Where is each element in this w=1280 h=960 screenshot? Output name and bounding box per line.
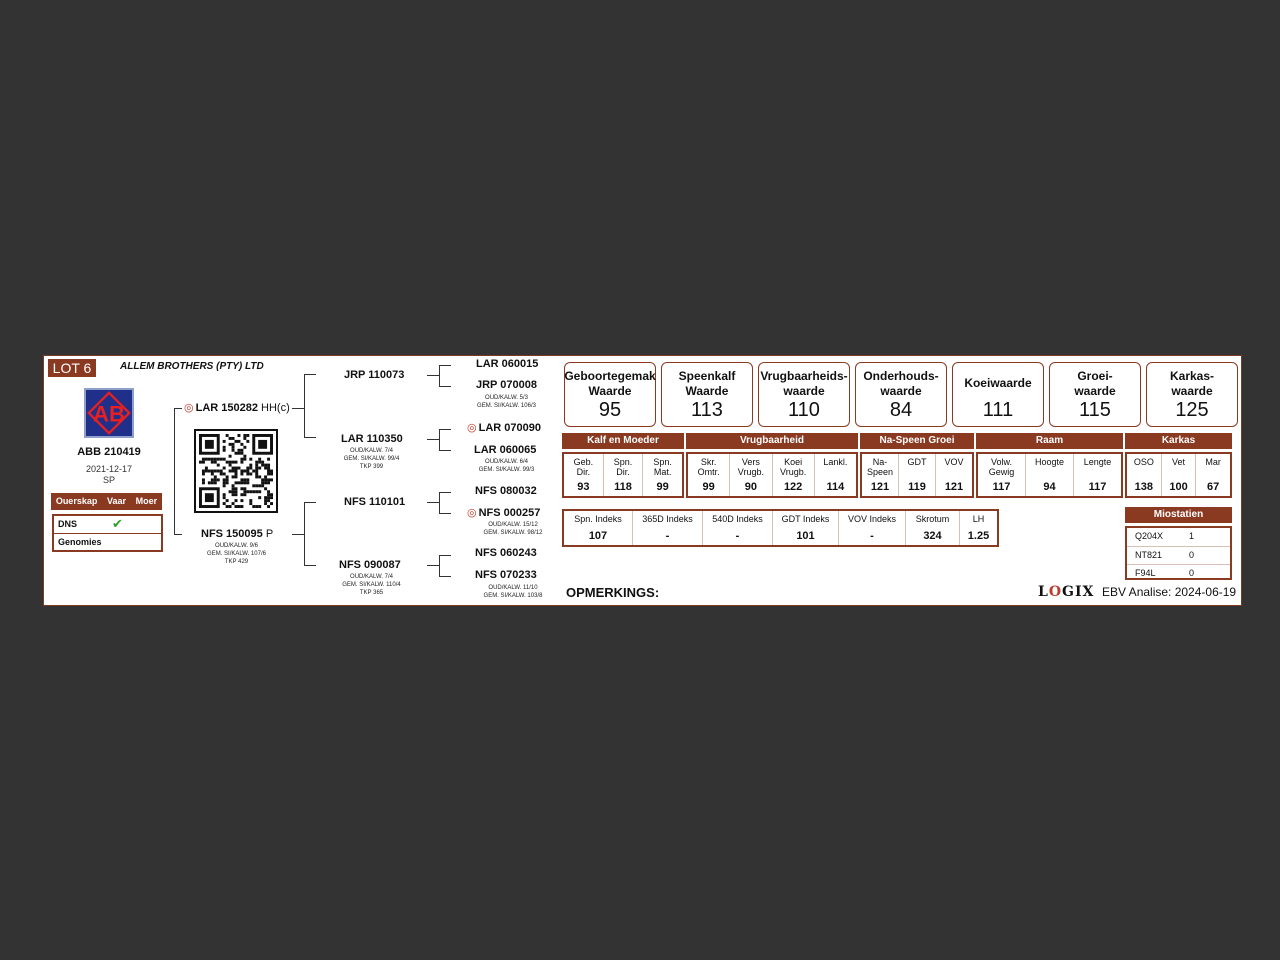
granddam-paternal-info xyxy=(324,447,419,471)
ebv-cell: Koei Vrugb. 122 xyxy=(772,454,814,496)
great-grandparent-8-info xyxy=(464,584,562,600)
ebv-box-title: Groei- xyxy=(1077,368,1113,383)
ownership-header-parentage: Ouerskap xyxy=(55,496,98,506)
section-frame: Raam xyxy=(976,433,1123,449)
info-line: GEM. SI/KALW. 103/8 xyxy=(483,593,543,599)
grandsire-paternal: JRP 110073 xyxy=(344,369,405,381)
ebv-cell: OSO 138 xyxy=(1133,457,1154,493)
miostatien-row: NT821 0 xyxy=(1127,546,1230,564)
breeder-name: ALLEM BROTHERS (PTY) LTD xyxy=(120,361,264,372)
info-line: OUD/KALW. 15/12 xyxy=(488,522,538,528)
granddam-maternal-info xyxy=(324,573,419,597)
great-grandparent-3-id: LAR 070090 xyxy=(478,422,541,434)
lot-badge: LOT 6 xyxy=(48,359,96,377)
ebv-box-value: 125 xyxy=(1175,399,1209,421)
dam-id: NFS 150095 xyxy=(201,528,263,540)
grid-carcass xyxy=(1125,452,1232,498)
great-grandparent-3 xyxy=(467,421,541,434)
ebv-box-value: 110 xyxy=(788,399,820,421)
ownership-row-dns xyxy=(54,516,161,533)
dam-info-line: GEM. SI/KALW. 107/6 xyxy=(207,551,266,557)
section-post-wean: Na-Speen Groei xyxy=(860,433,974,449)
info-line: OUD/KALW. 7/4 xyxy=(350,574,393,580)
check-icon: ✔ xyxy=(112,516,123,531)
grid-fertility xyxy=(686,452,858,498)
info-line: OUD/KALW. 6/4 xyxy=(485,459,528,465)
dam-info-line: OUD/KALW. 9/6 xyxy=(215,543,258,549)
ownership-row-genomics xyxy=(54,533,161,550)
grid-frame xyxy=(976,452,1123,498)
ebv-box-title: waarde xyxy=(1171,383,1213,398)
granddam-maternal: NFS 090087 xyxy=(339,559,401,571)
ebv-box-title: Waarde xyxy=(685,383,729,398)
index-cell: GDT Indeks 101 xyxy=(772,511,838,545)
animal-id: ABB 210419 xyxy=(77,446,141,458)
ebv-box-cow xyxy=(952,362,1044,427)
target-marker-icon: ◎ xyxy=(184,402,194,414)
section-calf-dam: Kalf en Moeder xyxy=(562,433,684,449)
great-grandparent-4-info xyxy=(464,458,549,474)
ebv-cell: Vers Vrugb. 90 xyxy=(729,454,771,496)
great-grandparent-6-info xyxy=(464,521,562,537)
great-grandparent-5: NFS 080032 xyxy=(475,485,537,497)
ebv-cell: Geb. Dir. 93 xyxy=(573,457,594,493)
index-cell: Skrotum 324 xyxy=(905,511,959,545)
ebv-box-value: 95 xyxy=(598,399,622,421)
ebv-box-weaner xyxy=(661,362,753,427)
ebv-box-title: waarde xyxy=(1074,383,1116,398)
ebv-box-maintenance xyxy=(855,362,947,427)
great-grandparent-6-id: NFS 000257 xyxy=(478,507,541,519)
ebv-cell: Spn. Mat. 99 xyxy=(642,454,682,496)
section-carcass: Karkas xyxy=(1125,433,1232,449)
ebv-box-title: Vrugbaarheids- xyxy=(760,368,848,383)
ebv-box-value: 115 xyxy=(1079,399,1111,421)
granddam-paternal: LAR 110350 xyxy=(341,433,403,445)
qr-code xyxy=(194,429,278,513)
great-grandparent-8: NFS 070233 xyxy=(475,569,537,581)
ownership-row-label: DNS xyxy=(58,519,78,529)
ebv-cell: Lengte 117 xyxy=(1073,454,1121,496)
dam-info-line: TKP 429 xyxy=(224,559,249,565)
ebv-box-fertility xyxy=(758,362,850,427)
info-line: GEM. SI/KALW. 110/4 xyxy=(342,582,401,588)
info-line: GEM. SI/KALW. 106/3 xyxy=(477,403,536,409)
info-line: OUD/KALW. 5/3 xyxy=(485,395,528,401)
logo-letters: AB xyxy=(93,401,125,427)
logix-logo: LOGIX xyxy=(1038,584,1095,600)
ebv-cell: GDT 119 xyxy=(898,454,935,496)
grandsire-maternal: NFS 110101 xyxy=(344,496,406,508)
info-line: GEM. SI/KALW. 99/3 xyxy=(478,467,535,473)
remarks-label: OPMERKINGS: xyxy=(566,585,660,600)
ebv-box-title: waarde xyxy=(783,383,825,398)
index-cell: 540D Indeks - xyxy=(702,511,772,545)
animal-type: SP xyxy=(102,475,115,485)
index-table xyxy=(562,509,999,547)
great-grandparent-2-info xyxy=(464,394,549,410)
ebv-box-title: Speenkalf xyxy=(678,368,736,383)
miostatien-table xyxy=(1125,526,1232,580)
ebv-box-title: Karkas- xyxy=(1169,368,1215,383)
sire-suffix: HH(c) xyxy=(261,402,290,414)
ebv-cell: Volw. Gewig 117 xyxy=(988,457,1015,493)
ownership-table xyxy=(52,514,163,552)
ebv-cell: Mar 67 xyxy=(1195,454,1230,496)
info-line: TKP 365 xyxy=(359,590,384,596)
miostatien-row: F94L 0 xyxy=(1127,564,1230,582)
qr-code-icon xyxy=(199,434,273,508)
great-grandparent-7: NFS 060243 xyxy=(475,547,537,559)
ebv-box-title: waarde xyxy=(880,383,922,398)
dam-suffix: P xyxy=(265,528,274,540)
ebv-cell: Lankl. 114 xyxy=(814,454,856,496)
great-grandparent-4: LAR 060065 xyxy=(474,444,537,456)
ebv-box-carcass xyxy=(1146,362,1238,427)
info-line: GEM. SI/KALW. 99/4 xyxy=(343,456,400,462)
index-cell: 365D Indeks - xyxy=(632,511,702,545)
ebv-cell: VOV 121 xyxy=(935,454,972,496)
great-grandparent-1: LAR 060015 xyxy=(476,358,539,370)
ebv-box-title: Geboortegemak xyxy=(564,368,656,383)
sire-id: LAR 150282 xyxy=(195,402,258,414)
grid-post-wean xyxy=(860,452,974,498)
ownership-header-dam: Moer xyxy=(135,496,158,506)
breeder-logo xyxy=(84,388,134,438)
ebv-analysis-date: EBV Analise: 2024-06-19 xyxy=(1102,585,1237,599)
ebv-box-title: Koeiwaarde xyxy=(964,376,1032,390)
info-line: TKP 399 xyxy=(359,464,384,470)
ebv-box-title: Onderhouds- xyxy=(863,368,939,383)
ownership-header xyxy=(51,493,162,510)
index-cell: Spn. Indeks 107 xyxy=(574,514,622,542)
sire xyxy=(184,401,290,414)
ebv-cell: Hoogte 94 xyxy=(1025,454,1073,496)
ownership-header-sire: Vaar xyxy=(106,496,127,506)
ebv-cell: Spn. Dir. 118 xyxy=(603,454,643,496)
ebv-cell: Skr. Omtr. 99 xyxy=(697,457,720,493)
ebv-box-calving-ease xyxy=(564,362,656,427)
section-fertility: Vrugbaarheid xyxy=(686,433,858,449)
miostatien-row: Q204X 1 xyxy=(1135,531,1195,541)
lot-card xyxy=(43,355,1242,606)
ab-logo-icon xyxy=(86,390,132,436)
ebv-box-value: 111 xyxy=(982,399,1014,421)
miostatien-header: Miostatien xyxy=(1125,507,1232,523)
target-marker-icon: ◎ xyxy=(467,422,477,434)
ebv-box-title: Waarde xyxy=(588,383,632,398)
ownership-row-label: Genomies xyxy=(58,537,102,547)
ebv-box-value: 84 xyxy=(889,399,913,421)
animal-dob: 2021-12-17 xyxy=(85,464,133,474)
grid-calf-dam xyxy=(562,452,684,498)
ebv-box-growth xyxy=(1049,362,1141,427)
target-marker-icon: ◎ xyxy=(467,507,477,519)
dam xyxy=(201,528,273,540)
dam-info xyxy=(194,542,279,566)
index-cell: VOV Indeks - xyxy=(838,511,905,545)
ebv-cell: Vet 100 xyxy=(1161,454,1196,496)
info-line: GEM. SI/KALW. 98/12 xyxy=(483,530,543,536)
info-line: OUD/KALW. 11/10 xyxy=(488,585,538,591)
ebv-box-value: 113 xyxy=(691,399,723,421)
great-grandparent-6 xyxy=(467,506,540,519)
great-grandparent-2: JRP 070008 xyxy=(476,379,537,391)
index-cell: LH 1.25 xyxy=(959,511,997,545)
ebv-cell: Na- Speen 121 xyxy=(866,457,894,493)
info-line: OUD/KALW. 7/4 xyxy=(350,448,393,454)
